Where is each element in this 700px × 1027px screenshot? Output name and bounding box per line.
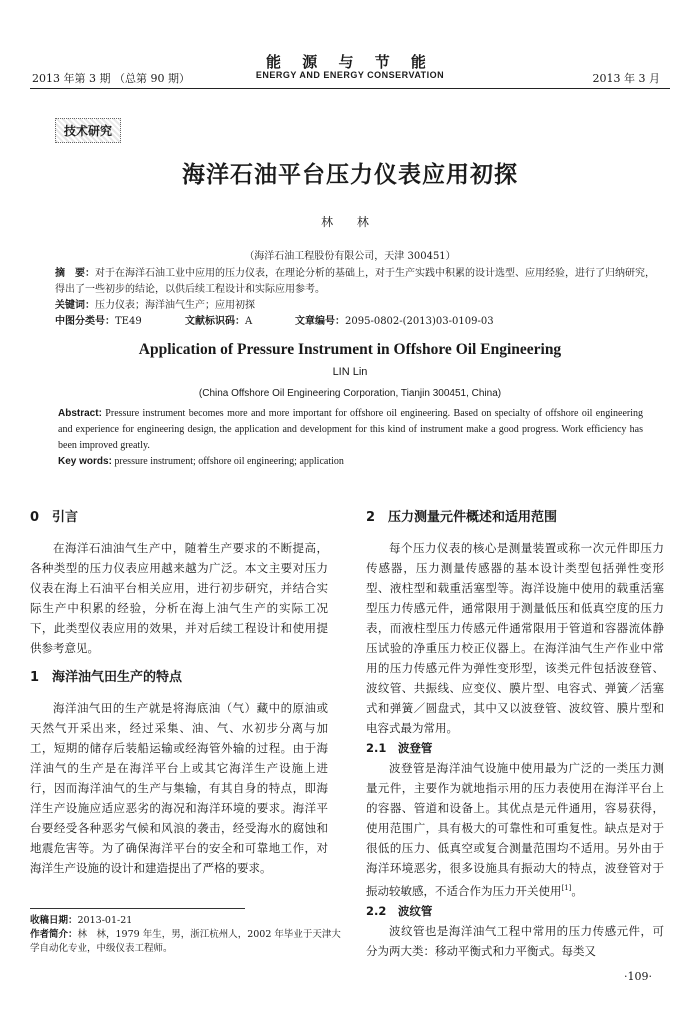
article-no-value: 2095-0802-(2013)03-0109-03 bbox=[345, 316, 494, 327]
title-cn: 海洋石油平台压力仪表应用初探 bbox=[182, 162, 518, 188]
section-1-paragraph: 海洋油气田的生产就是将海底油（气）藏中的原油或天然气开采出来，经过采集、油、气、水初步分离与加工，短期的储存后装船运输或经海管外输的过程。由于海洋油气的生产是在海洋平台上或其它海洋生产设施上进行，因而海洋油气的生产与集输，有其自身的特点，即海洋生产设施应适应恶劣的海况和海洋环境的要求。海洋平台要经受各种恶劣气候和风浪的袭击，经受海水的腐蚀和地震危害等。为了确保海洋平台的安全和可靠地工作，对海洋生产设施的设计和建造提出了严格的要求。 bbox=[30, 701, 328, 875]
author-cn: 林 林 bbox=[321, 215, 379, 229]
section-2-1-paragraph bbox=[366, 758, 664, 901]
doc-code-value: A bbox=[245, 316, 253, 327]
section-0-heading: 0 引言 bbox=[30, 510, 79, 525]
header-rule bbox=[30, 88, 670, 89]
page-number: ·109· bbox=[624, 970, 652, 983]
received-value: 2013-01-21 bbox=[77, 915, 133, 926]
keywords-en bbox=[58, 454, 643, 470]
issue-date: 2013 年 3 月 bbox=[592, 72, 660, 85]
affiliation-en: (China Offshore Oil Engineering Corporation, Tianjin 300451, China) bbox=[198, 388, 502, 399]
author-bio-text: 林 林，1979 年生，男，浙江杭州人，2002 年毕业于天津大学自动化专业，中级仪表工程师。 bbox=[30, 929, 341, 954]
doc-code-label: 文献标识码： bbox=[185, 316, 245, 327]
section-2-paragraph: 每个压力仪表的核心是测量装置或称一次元件即压力传感器，压力测量传感器的基本设计类型包括弹性变形型、液柱型和载重活塞型等。海洋设施中使用的载重活塞型压力传感元件，通常限用于测量低压和低真空度的压力表，而液柱型压力传感元件通常限用于管道和容器流体静压试验的净重压力校正仪器上。在海洋油气生产作业中常用的压力传感元件为弹性变形型，该类元件包括波登管、波纹管、共振线、应变仪、膜片型、电容式、弹簧／活塞式和弹簧／圆盘式，其中又以波登管、波纹管、膜片型和电容式最为常用。 bbox=[366, 541, 664, 735]
received-date bbox=[30, 914, 350, 928]
abstract-en-text: Pressure instrument becomes more and more important for offshore oil engineering. Based on specialty of offshore oil engineering and experience for engineering design, the application and development for this kind of instrument make a good progress. Work efficiency has been improved greatly. bbox=[58, 408, 644, 451]
section-0-paragraph: 在海洋石油油气生产中，随着生产要求的不断提高，各种类型的压力仪表应用越来越为广泛。本文主要对压力仪表在海上石油平台相关应用，进行初步研究，并结合实际生产中积累的经验，分析在海上油气生产的实际工况下，此类型仪表应用的效果，并对后续工程设计和使用提供参考意见。 bbox=[30, 541, 328, 655]
author-bio-label: 作者简介： bbox=[30, 929, 78, 940]
abstract-en-block bbox=[58, 406, 643, 470]
right-column bbox=[366, 508, 664, 961]
keywords-cn-text: 压力仪表；海洋油气生产；应用初探 bbox=[95, 300, 255, 311]
affiliation-cn: （海洋石油工程股份有限公司，天津 300451） bbox=[244, 251, 456, 262]
section-2-1-text: 波登管是海洋油气设施中使用最为广泛的一类压力测量元件，主要作为就地指示用的压力表使用在海洋平台上的容器、管道和设备上。其优点是元件通用，容易获得，使用范围广，具有极大的可靠性和可重复性。缺点是对于很低的压力、低真空或复合测量范围均不适用。另外由于海洋环境恶劣，很多设施具有振动大的特点，波登管对于振动较敏感，不适合作为压力开关使用 bbox=[366, 761, 664, 898]
author-bio bbox=[30, 928, 350, 956]
footnote-rule bbox=[30, 908, 245, 909]
author-en: LIN Lin bbox=[332, 366, 368, 378]
citation-ref: [1] bbox=[561, 884, 572, 892]
keywords-en-label: Key words: bbox=[58, 456, 112, 467]
section-2-2-heading: 2.2 波纹管 bbox=[366, 903, 433, 918]
section-2-1-heading: 2.1 波登管 bbox=[366, 741, 433, 755]
clc-value: TE49 bbox=[115, 316, 142, 327]
abstract-cn-text: 对于在海洋石油工业中应用的压力仪表，在理论分析的基础上，对于生产实践中积累的设计选型、应用经验，进行了归纳研究，得出了一些初步的结论，以供后续工程设计和实际应用参考。 bbox=[55, 268, 655, 295]
section-2-1-end: 。 bbox=[571, 883, 583, 898]
journal-name-cn: 能 源 与 节 能 bbox=[266, 53, 434, 71]
column-badge: 技术研究 bbox=[55, 118, 121, 143]
classification-row bbox=[55, 314, 655, 330]
footnote bbox=[30, 914, 350, 956]
abstract-en-label: Abstract: bbox=[58, 408, 102, 419]
abstract-en bbox=[58, 406, 643, 454]
article-no-label: 文章编号： bbox=[295, 316, 345, 327]
section-2-2-paragraph: 波纹管也是海洋油气工程中常用的压力传感元件，可分为两大类：移动平衡式和力平衡式。每类又 bbox=[366, 923, 664, 958]
title-en: Application of Pressure Instrument in Offshore Oil Engineering bbox=[138, 341, 562, 358]
abstract-cn bbox=[55, 266, 655, 298]
issue-info: 2013 年第 3 期 （总第 90 期） bbox=[32, 72, 190, 85]
journal-name-en: ENERGY AND ENERGY CONSERVATION bbox=[255, 70, 445, 80]
section-1-heading: 1 海洋油气田生产的特点 bbox=[30, 670, 183, 685]
keywords-cn-label: 关键词： bbox=[55, 300, 95, 311]
abstract-cn-block bbox=[55, 266, 655, 330]
abstract-cn-label: 摘 要： bbox=[55, 268, 95, 279]
left-column bbox=[30, 508, 328, 878]
received-label: 收稿日期： bbox=[30, 915, 78, 926]
clc-label: 中图分类号： bbox=[55, 316, 115, 327]
keywords-cn bbox=[55, 298, 655, 314]
section-2-heading: 2 压力测量元件概述和适用范围 bbox=[366, 510, 558, 525]
keywords-en-text: pressure instrument; offshore oil engineering; application bbox=[114, 456, 344, 467]
